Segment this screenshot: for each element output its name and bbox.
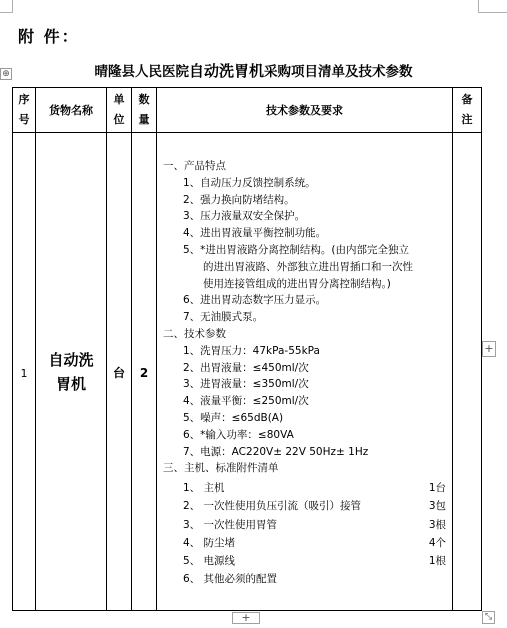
spec-line: 1、自动压力反馈控制系统。 bbox=[183, 176, 316, 189]
cell-name: 自动洗胃机 bbox=[36, 133, 107, 611]
attachment-label: 附 件： bbox=[18, 27, 80, 46]
cell-spec bbox=[157, 133, 453, 611]
header-name: 货物名称 bbox=[36, 88, 107, 133]
spec-line: 2、强力换向防堵结构。 bbox=[183, 193, 295, 206]
spec-line: 的进出胃液路、外部独立进出胃插口和一次性 bbox=[203, 260, 413, 273]
header-qty: 数量 bbox=[132, 88, 157, 133]
header-note: 备注 bbox=[453, 88, 482, 133]
spec-line: 7、电源：AC220V± 22V 50Hz± 1Hz bbox=[183, 445, 369, 458]
accessory-item: 2、 一次性使用负压引流（吸引）接管 bbox=[183, 500, 362, 513]
spec-line: 4、进出胃液量平衡控制功能。 bbox=[183, 227, 327, 240]
table-row bbox=[13, 133, 482, 611]
spec-section-heading: 一、产品特点 bbox=[163, 160, 226, 172]
accessory-qty: 1台 bbox=[428, 482, 446, 495]
cell-qty: 2 bbox=[132, 133, 157, 611]
spec-line: 3、压力液量双安全保护。 bbox=[183, 210, 306, 223]
page-corner-mark bbox=[478, 0, 507, 13]
spec-line: 7、无油膜式泵。 bbox=[183, 311, 264, 324]
spec-line: 4、液量平衡：≤250ml/次 bbox=[183, 395, 309, 408]
accessory-item: 5、 电源线 bbox=[183, 555, 236, 567]
spec-section-heading: 三、主机、标准附件清单 bbox=[163, 462, 279, 475]
document-title bbox=[0, 60, 507, 81]
spec-line: 6、进出胃动态数字压力显示。 bbox=[183, 294, 327, 307]
cell-note bbox=[453, 133, 482, 611]
accessory-item: 4、 防尘堵 bbox=[183, 536, 236, 549]
spec-table bbox=[12, 87, 482, 611]
spec-line: 3、进胃液量：≤350ml/次 bbox=[183, 378, 309, 391]
accessory-item: 6、 其他必须的配置 bbox=[183, 573, 278, 586]
header-seq: 序号 bbox=[13, 88, 36, 133]
title-prefix: 晴隆县人民医院 bbox=[94, 64, 189, 80]
cell-seq: 1 bbox=[13, 133, 36, 611]
cell-unit: 台 bbox=[107, 133, 132, 611]
add-row-button[interactable]: + bbox=[232, 612, 260, 624]
header-spec: 技术参数及要求 bbox=[157, 88, 453, 133]
page-corner-mark bbox=[0, 0, 13, 13]
spec-line: 1、洗胃压力：47kPa-55kPa bbox=[183, 344, 320, 357]
spec-line: 使用连接管组成的进出胃分离控制结构。) bbox=[203, 277, 391, 290]
table-move-handle[interactable]: ⊕ bbox=[0, 68, 12, 80]
table-header-row bbox=[13, 88, 482, 133]
spec-line: 2、出胃液量：≤450ml/次 bbox=[183, 361, 309, 374]
spec-line: 5、噪声：≤65dB(A) bbox=[183, 412, 284, 424]
spec-section-heading: 二、技术参数 bbox=[163, 328, 226, 340]
accessory-qty: 3包 bbox=[428, 500, 446, 513]
title-suffix: 采购项目清单及技术参数 bbox=[264, 64, 413, 80]
table-resize-handle[interactable]: ⤡ bbox=[482, 611, 495, 624]
accessory-item: 3、 一次性使用胃管 bbox=[183, 518, 278, 531]
accessory-item: 1、 主机 bbox=[183, 482, 225, 495]
header-unit: 单位 bbox=[107, 88, 132, 133]
add-column-button[interactable]: + bbox=[482, 341, 496, 357]
accessory-qty: 3根 bbox=[428, 518, 446, 531]
spec-line: 5、*进出胃液路分离控制结构。(由内部完全独立 bbox=[183, 244, 410, 256]
accessory-qty: 1根 bbox=[428, 555, 446, 567]
title-highlight: 自动洗胃机 bbox=[188, 62, 264, 80]
spec-line: 6、*输入功率：≤80VA bbox=[183, 428, 294, 441]
accessory-qty: 4个 bbox=[428, 536, 446, 549]
